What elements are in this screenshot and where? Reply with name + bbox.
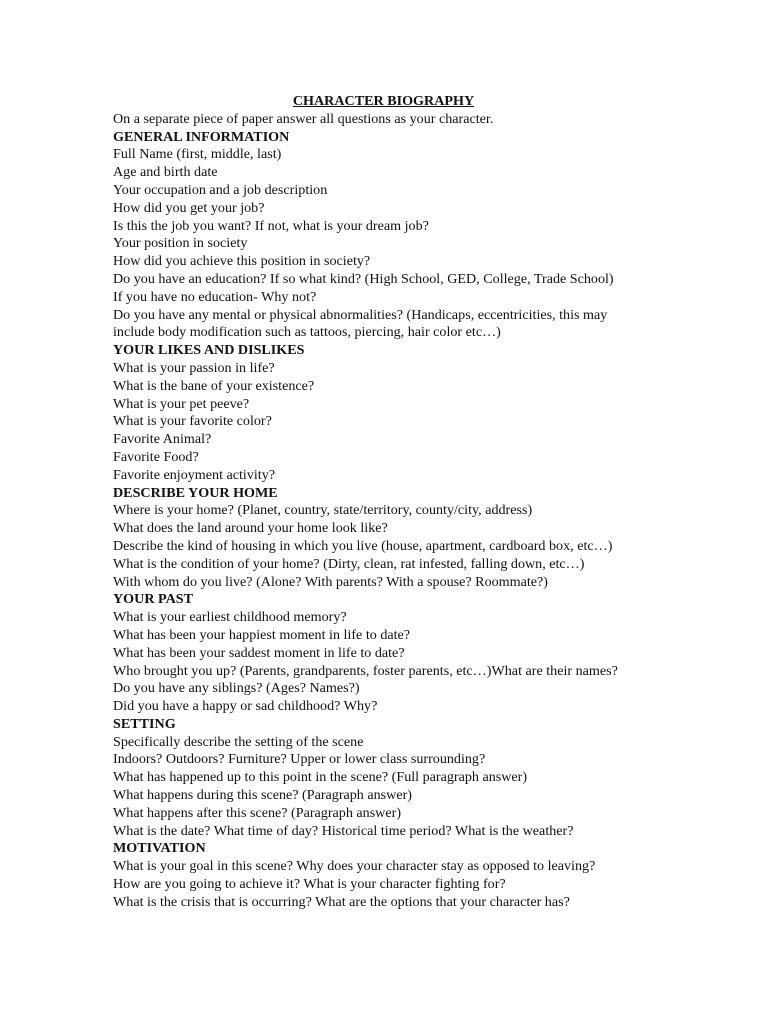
- question-line: Do you have an education? If so what kind? (High School, GED, College, Trade School): [113, 270, 614, 287]
- section-heading: GENERAL INFORMATION: [113, 128, 290, 145]
- question-line: What has been your happiest moment in life to date?: [113, 626, 411, 643]
- section-setting: [113, 716, 713, 841]
- question-line: Favorite Animal?: [113, 431, 212, 448]
- section-heading: SETTING: [113, 715, 176, 732]
- question-line: Favorite enjoyment activity?: [113, 466, 276, 483]
- question-line: Did you have a happy or sad childhood? Why?: [113, 698, 378, 715]
- question-line: How are you going to achieve it? What is your character fighting for?: [113, 876, 506, 893]
- question-line: Specifically describe the setting of the scene: [113, 733, 364, 750]
- section-your-likes-and-dislikes: [113, 342, 713, 484]
- question-line: If you have no education- Why not?: [113, 288, 317, 305]
- question-line: Indoors? Outdoors? Furniture? Upper or lower class surrounding?: [113, 751, 486, 768]
- section-heading: YOUR PAST: [113, 591, 193, 608]
- question-line: What is your earliest childhood memory?: [113, 609, 347, 626]
- question-line: What is your pet peeve?: [113, 395, 250, 412]
- section-heading: DESCRIBE YOUR HOME: [113, 484, 278, 501]
- question-line: What has been your saddest moment in life to date?: [113, 644, 405, 661]
- document-page: [113, 93, 713, 912]
- question-line: What is your passion in life?: [113, 359, 275, 376]
- question-line: What is the date? What time of day? Historical time period? What is the weather?: [113, 822, 574, 839]
- question-line: Describe the kind of housing in which you live (house, apartment, cardboard box, etc…): [113, 537, 613, 554]
- question-line: include body modification such as tattoos, piercing, hair color etc…): [113, 324, 501, 341]
- section-general-information: [113, 129, 713, 343]
- section-heading: MOTIVATION: [113, 840, 206, 857]
- document-sections: [113, 129, 713, 912]
- question-line: What is your goal in this scene? Why does your character stay as opposed to leaving?: [113, 858, 596, 875]
- question-line: Is this the job you want? If not, what is your dream job?: [113, 217, 429, 234]
- question-line: What has happened up to this point in the scene? (Full paragraph answer): [113, 769, 528, 786]
- question-line: What is your favorite color?: [113, 413, 272, 430]
- section-your-past: [113, 591, 713, 716]
- question-line: Your occupation and a job description: [113, 181, 328, 198]
- question-line: What does the land around your home look like?: [113, 520, 388, 537]
- question-line: What happens after this scene? (Paragraph answer): [113, 804, 402, 821]
- question-line: What is the crisis that is occurring? What are the options that your character has?: [113, 893, 570, 910]
- question-line: What is the bane of your existence?: [113, 377, 315, 394]
- question-line: Who brought you up? (Parents, grandparents, foster parents, etc…)What are their names?: [113, 662, 618, 679]
- document-title: CHARACTER BIOGRAPHY: [292, 93, 475, 109]
- question-line: Your position in society: [113, 235, 248, 252]
- question-line: Full Name (first, middle, last): [113, 146, 282, 163]
- section-motivation: [113, 840, 713, 911]
- question-line: Where is your home? (Planet, country, state/territory, county/city, address): [113, 502, 533, 519]
- section-describe-your-home: [113, 485, 713, 592]
- question-line: What is the condition of your home? (Dirty, clean, rat infested, falling down, etc…): [113, 555, 585, 572]
- question-line: What happens during this scene? (Paragraph answer): [113, 787, 412, 804]
- question-line: How did you achieve this position in society?: [113, 253, 371, 270]
- instructions-text: On a separate piece of paper answer all questions as your character.: [113, 110, 494, 127]
- question-line: Age and birth date: [113, 164, 218, 181]
- section-heading: YOUR LIKES AND DISLIKES: [113, 342, 305, 359]
- question-line: With whom do you live? (Alone? With parents? With a spouse? Roommate?): [113, 573, 548, 590]
- question-line: Do you have any mental or physical abnormalities? (Handicaps, eccentricities, this may: [113, 306, 608, 323]
- question-line: Do you have any siblings? (Ages? Names?): [113, 680, 360, 697]
- question-line: How did you get your job?: [113, 199, 265, 216]
- question-line: Favorite Food?: [113, 448, 199, 465]
